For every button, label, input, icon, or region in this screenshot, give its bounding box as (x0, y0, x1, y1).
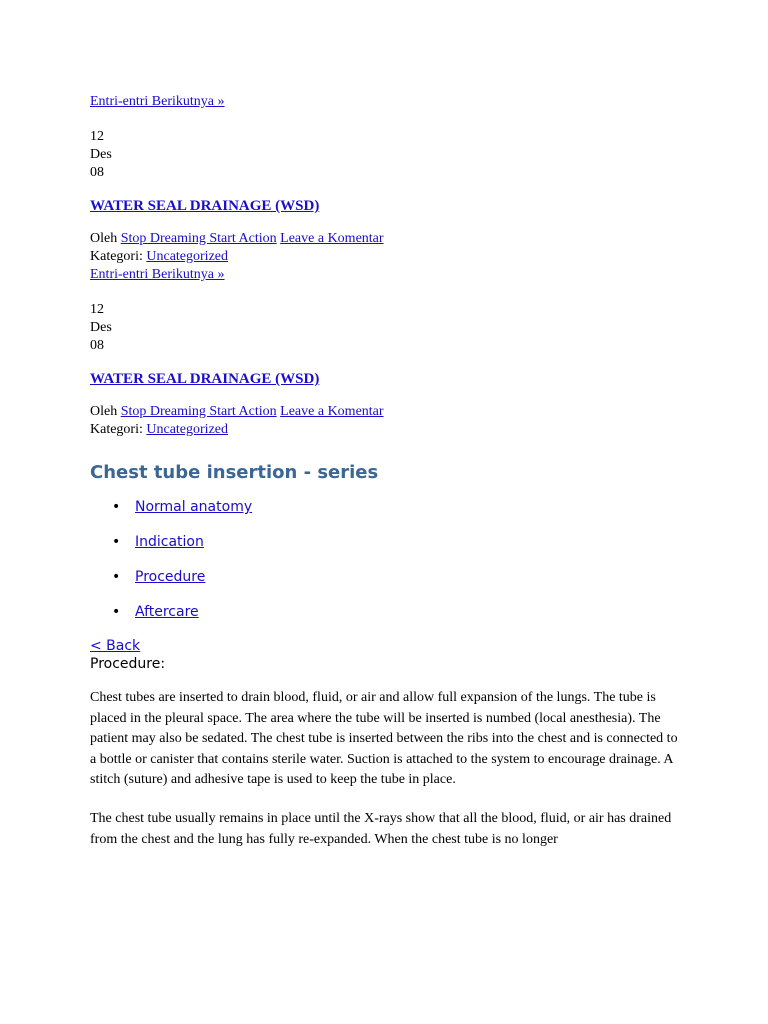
series-link-list (90, 498, 690, 638)
bullet-icon: • (112, 569, 121, 585)
post-meta (90, 403, 690, 439)
post-title-link[interactable]: WATER SEAL DRAINAGE (WSD) (90, 198, 320, 214)
post-date-month: Des (90, 147, 112, 162)
post-date-day: 12 (90, 129, 104, 144)
category-label: Kategori: (90, 422, 143, 437)
back-link[interactable]: < Back (90, 638, 141, 654)
category-link[interactable]: Uncategorized (146, 422, 228, 437)
next-entries-link[interactable]: Entri-entri Berikutnya » (90, 267, 225, 282)
next-entries-link[interactable]: Entri-entri Berikutnya » (90, 94, 225, 109)
post (90, 128, 690, 284)
list-item (90, 533, 690, 568)
bullet-icon: • (112, 534, 121, 550)
category-label: Kategori: (90, 249, 143, 264)
article-heading: Chest tube insertion - series (90, 462, 379, 483)
by-label: Oleh (90, 404, 118, 419)
article (90, 461, 690, 850)
post-category (90, 421, 690, 439)
section-label: Procedure: (90, 656, 166, 672)
list-item (90, 498, 690, 533)
by-label: Oleh (90, 231, 118, 246)
post-byline (90, 403, 690, 421)
post-date-year: 08 (90, 338, 104, 353)
bullet-icon: • (112, 604, 121, 620)
top-navigation (90, 93, 690, 111)
post-meta (90, 230, 690, 284)
author-link[interactable]: Stop Dreaming Start Action (120, 404, 277, 419)
post-date (90, 301, 690, 355)
post-title (90, 197, 690, 215)
post-title-link[interactable]: WATER SEAL DRAINAGE (WSD) (90, 371, 320, 387)
category-link[interactable]: Uncategorized (146, 249, 228, 264)
series-link-indication[interactable]: Indication (135, 534, 204, 550)
post (90, 301, 690, 439)
series-link-normal-anatomy[interactable]: Normal anatomy (135, 499, 253, 515)
post-date-day: 12 (90, 302, 104, 317)
post-category (90, 248, 690, 266)
article-paragraph: The chest tube usually remains in place until the X-rays show that all the blood, fluid, or air has drained from the chest and the lung has fully re-expanded. When the chest tube is no longer (90, 810, 672, 847)
post-date (90, 128, 690, 182)
series-link-aftercare[interactable]: Aftercare (135, 604, 199, 620)
series-link-procedure[interactable]: Procedure (135, 569, 206, 585)
author-link[interactable]: Stop Dreaming Start Action (120, 231, 277, 246)
post-byline (90, 230, 690, 248)
article-paragraph: Chest tubes are inserted to drain blood, fluid, or air and allow full expansion of the lungs. The tube is placed in the pleural space. The area where the tube will be inserted is numbed (local anesthesia). The patient may also be sedated. The chest tube is inserted between the ribs into the chest and is connected to a bottle or canister that contains sterile water. Suction is attached to the system to encourage drainage. A stitch (suture) and adhesive tape is used to keep the tube in place. (90, 690, 678, 788)
post-navigation (90, 266, 690, 284)
post-date-month: Des (90, 320, 112, 335)
comment-link[interactable]: Leave a Komentar (280, 231, 384, 246)
post-title (90, 370, 690, 388)
bullet-icon: • (112, 499, 121, 515)
list-item (90, 603, 690, 638)
list-item (90, 568, 690, 603)
post-date-year: 08 (90, 165, 104, 180)
comment-link[interactable]: Leave a Komentar (280, 404, 384, 419)
page-content (90, 93, 690, 850)
